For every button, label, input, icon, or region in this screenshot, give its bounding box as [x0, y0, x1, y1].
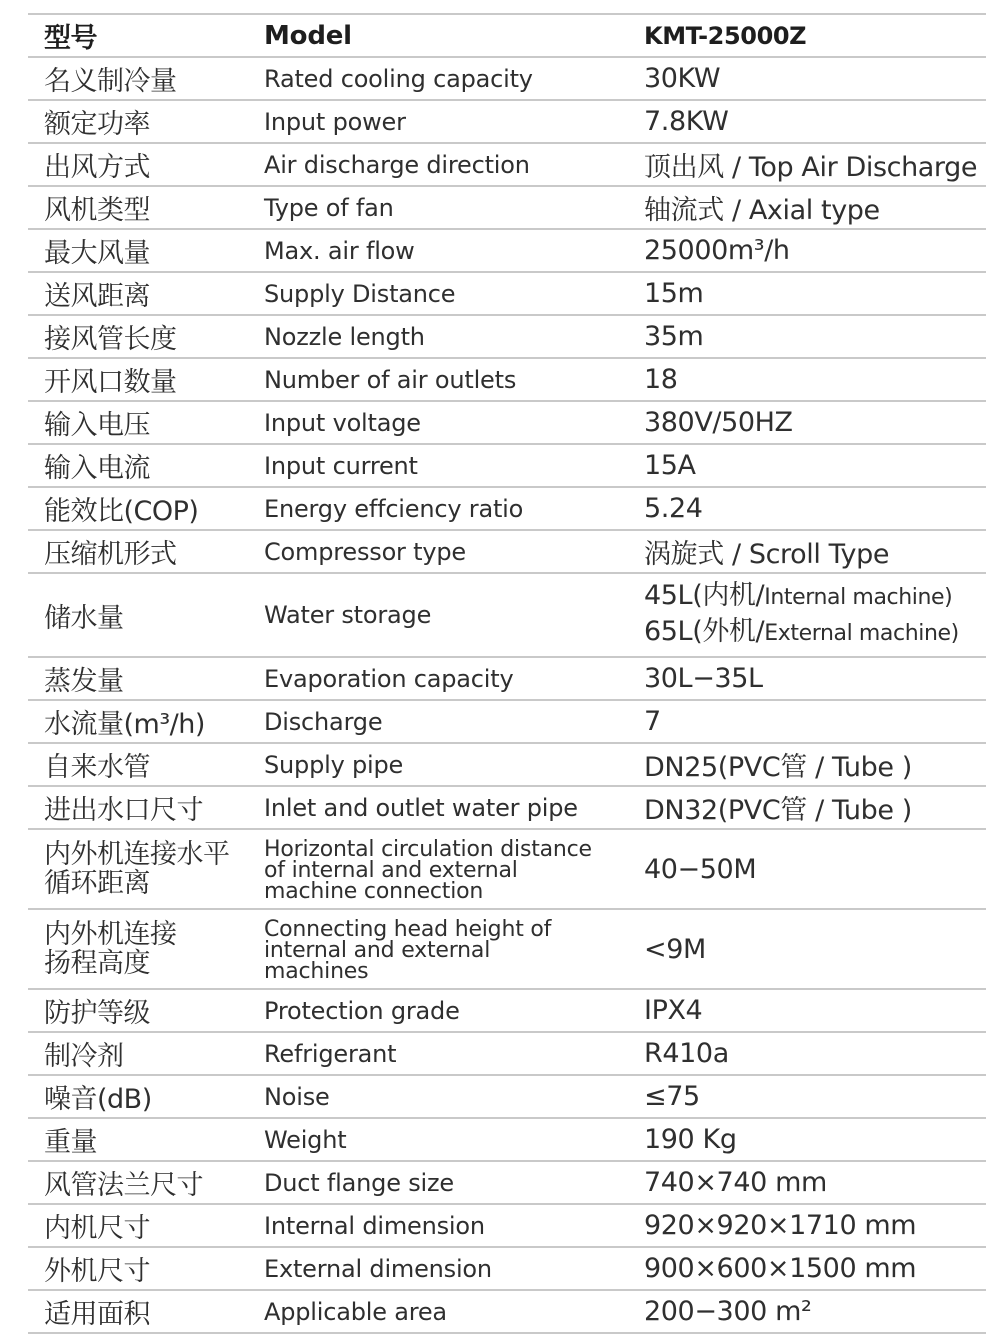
water-internal-line: 45L(内机/Internal machine)	[644, 580, 953, 611]
table-row	[28, 358, 986, 401]
row-cn: 内外机连接水平 循环距离	[44, 839, 230, 899]
specification-table	[28, 13, 986, 1334]
row-en: Supply Distance	[264, 279, 456, 308]
row-cn: 风管法兰尺寸	[44, 1170, 203, 1201]
row-value	[624, 573, 986, 657]
row-value: 200−300 m²	[644, 1296, 812, 1327]
row-cn: 内外机连接 扬程高度	[44, 919, 177, 979]
row-value: 7	[644, 706, 661, 737]
row-en: Water storage	[264, 601, 432, 629]
row-value: 920×920×1710 mm	[644, 1210, 917, 1241]
row-value: DN32(PVC管 / Tube )	[644, 795, 912, 826]
row-en: Noise	[264, 1082, 330, 1111]
row-en: Compressor type	[264, 537, 466, 566]
row-cn: 输入电压	[44, 410, 150, 441]
table-row	[28, 143, 986, 186]
table-row	[28, 57, 986, 100]
row-cn: 自来水管	[44, 752, 150, 783]
row-en: Applicable area	[264, 1297, 447, 1326]
table-row	[28, 315, 986, 358]
row-en: Rated cooling capacity	[264, 64, 533, 93]
row-cn: 输入电流	[44, 453, 150, 484]
row-en: Internal dimension	[264, 1211, 485, 1240]
table-row	[28, 1032, 986, 1075]
row-cn: 名义制冷量	[44, 66, 177, 97]
table-row-horizontal-distance	[28, 829, 986, 909]
row-value: DN25(PVC管 / Tube )	[644, 752, 912, 783]
table-row	[28, 401, 986, 444]
row-value: 740×740 mm	[644, 1167, 827, 1198]
row-cn: 进出水口尺寸	[44, 795, 203, 826]
table-row	[28, 743, 986, 786]
row-value: 5.24	[644, 493, 703, 524]
row-value: 7.8KW	[644, 106, 729, 137]
row-en: Nozzle length	[264, 322, 425, 351]
row-cn: 送风距离	[44, 281, 150, 312]
table-row	[28, 1161, 986, 1204]
row-en: External dimension	[264, 1254, 492, 1283]
row-value: 18	[644, 364, 678, 395]
row-en: Supply pipe	[264, 750, 404, 779]
row-cn: 水流量(m³/h)	[44, 709, 205, 740]
row-en: Input power	[264, 107, 406, 136]
row-en: Horizontal circulation distance of internal and external machine connection	[264, 836, 592, 904]
row-en: Protection grade	[264, 996, 460, 1025]
table-row	[28, 487, 986, 530]
table-row	[28, 186, 986, 229]
table-row	[28, 530, 986, 573]
row-value: ≤75	[644, 1081, 700, 1112]
row-value: 30KW	[644, 63, 721, 94]
row-value: 190 Kg	[644, 1124, 737, 1155]
row-cn: 风机类型	[44, 195, 150, 226]
row-cn: 适用面积	[44, 1299, 150, 1330]
table-row	[28, 1290, 986, 1333]
row-value: 35m	[644, 321, 704, 352]
row-en: Discharge	[264, 707, 383, 736]
row-en: Evaporation capacity	[264, 664, 514, 693]
table-row	[28, 657, 986, 700]
row-cn: 噪音(dB)	[44, 1084, 152, 1115]
header-model-value: KMT-25000Z	[644, 21, 807, 50]
table-row	[28, 786, 986, 829]
row-cn: 开风口数量	[44, 367, 177, 398]
row-cn: 制冷剂	[44, 1041, 124, 1072]
table-row	[28, 1247, 986, 1290]
row-en: Number of air outlets	[264, 365, 517, 394]
row-value: 380V/50HZ	[644, 407, 793, 438]
table-header-row	[28, 14, 986, 57]
row-value: 15A	[644, 450, 696, 481]
table-row	[28, 1204, 986, 1247]
row-en: Connecting head height of internal and external machines	[264, 916, 552, 984]
header-cn: 型号	[44, 23, 97, 54]
row-en: Input current	[264, 451, 418, 480]
row-cn: 接风管长度	[44, 324, 177, 355]
table-row-head-height	[28, 909, 986, 989]
table-row	[28, 989, 986, 1032]
row-value: 25000m³/h	[644, 235, 790, 266]
row-cn: 防护等级	[44, 998, 150, 1029]
table-row-water-storage	[28, 573, 986, 657]
row-en: Max. air flow	[264, 236, 415, 265]
row-value: 轴流式 / Axial type	[644, 195, 880, 226]
row-value: IPX4	[644, 995, 703, 1026]
row-cn: 出风方式	[44, 152, 150, 183]
table-row	[28, 700, 986, 743]
table-row	[28, 100, 986, 143]
header-en: Model	[264, 20, 352, 51]
row-cn: 外机尺寸	[44, 1256, 150, 1287]
table-row	[28, 229, 986, 272]
row-cn: 蒸发量	[44, 666, 124, 697]
water-external-line: 65L(外机/External machine)	[644, 616, 959, 647]
row-en: Inlet and outlet water pipe	[264, 793, 578, 822]
row-value: 900×600×1500 mm	[644, 1253, 917, 1284]
row-en: Refrigerant	[264, 1039, 397, 1068]
row-cn: 能效比(COP)	[44, 496, 199, 527]
row-cn: 额定功率	[44, 109, 150, 140]
row-cn: 储水量	[44, 602, 124, 634]
row-en: Weight	[264, 1125, 347, 1154]
table-row	[28, 1118, 986, 1161]
row-cn: 最大风量	[44, 238, 150, 269]
table-row	[28, 444, 986, 487]
row-cn: 重量	[44, 1127, 97, 1158]
row-value: 15m	[644, 278, 704, 309]
row-en: Input voltage	[264, 408, 421, 437]
row-value: <9M	[644, 933, 706, 965]
row-value: R410a	[644, 1038, 729, 1069]
row-en: Energy effciency ratio	[264, 494, 524, 523]
row-value: 顶出风 / Top Air Discharge	[644, 152, 978, 183]
row-en: Type of fan	[264, 193, 394, 222]
row-value: 40−50M	[644, 853, 757, 885]
row-en: Air discharge direction	[264, 150, 530, 179]
row-value: 涡旋式 / Scroll Type	[644, 539, 890, 570]
table-row	[28, 1075, 986, 1118]
table-row	[28, 272, 986, 315]
row-cn: 压缩机形式	[44, 539, 177, 570]
row-value: 30L−35L	[644, 663, 763, 694]
row-cn: 内机尺寸	[44, 1213, 150, 1244]
row-en: Duct flange size	[264, 1168, 454, 1197]
